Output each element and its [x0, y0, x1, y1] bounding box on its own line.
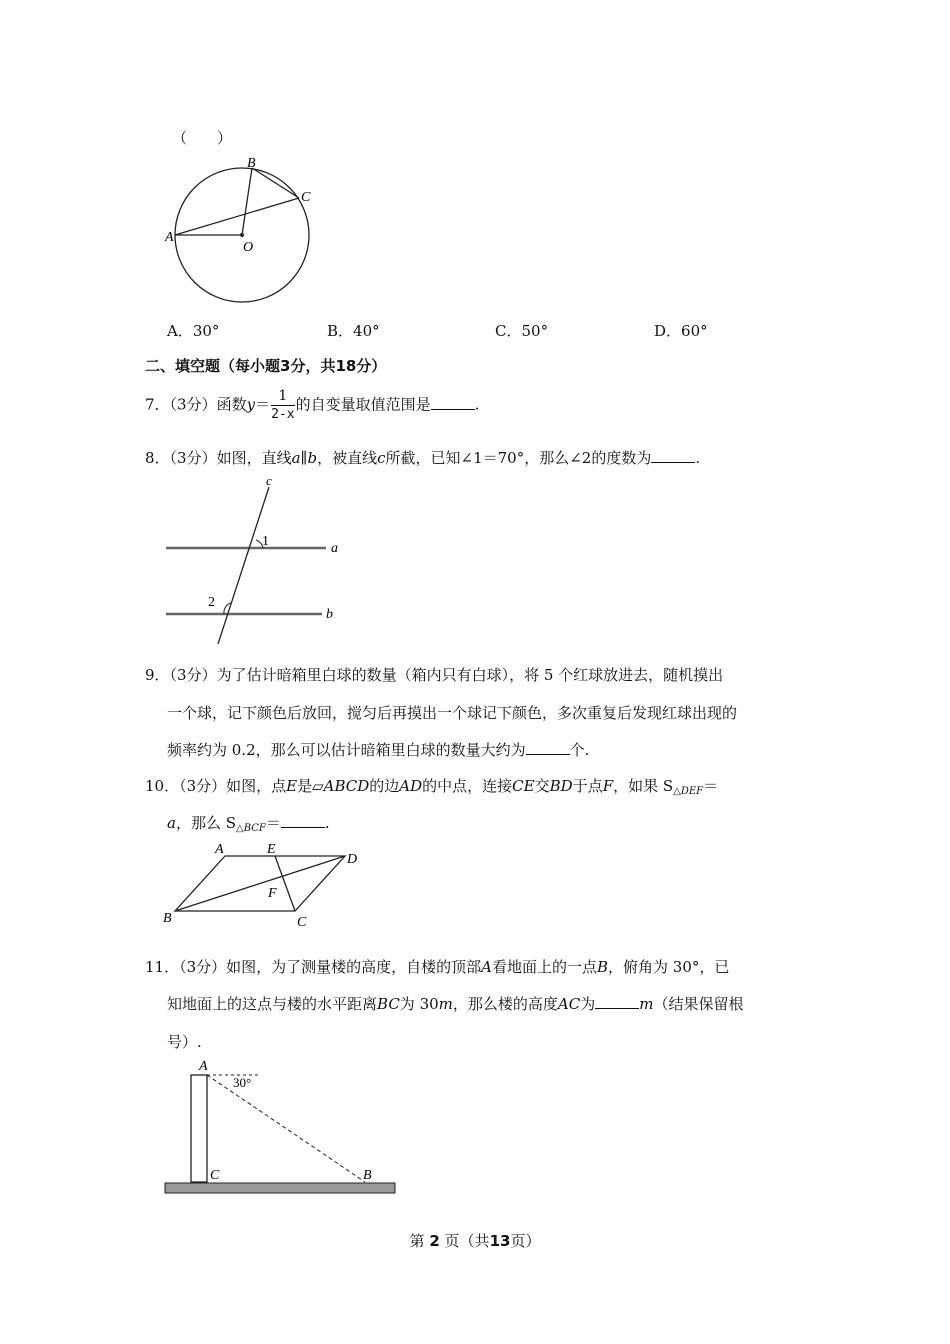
- q11-line-3: 号）.: [167, 1033, 202, 1051]
- q6-option-c: C．50°: [495, 322, 549, 340]
- q11-text-b: 看地面上的一点: [491, 958, 597, 976]
- q10-var-ce: CE: [512, 777, 535, 795]
- footer-post: 页）: [510, 1232, 541, 1250]
- q6-option-d: D．60°: [654, 322, 708, 340]
- q7-numerator: 1: [271, 388, 294, 406]
- q10-var-ad: AD: [399, 777, 423, 795]
- label-c: C: [301, 190, 311, 205]
- q11-line-2: [167, 993, 743, 1014]
- label-a: a: [331, 541, 338, 556]
- q10-var-e: E: [286, 777, 298, 795]
- q10-text-c: 的边: [369, 777, 400, 795]
- label-c: c: [266, 473, 272, 488]
- q8-var-c: c: [377, 449, 386, 467]
- q11-text-a: 11．（3分）如图，为了测量楼的高度，自楼的顶部: [145, 958, 482, 976]
- q11-text-2b: 为 30: [399, 995, 439, 1013]
- q11-building-figure: [160, 1055, 405, 1200]
- q8-parallel-lines-figure: [160, 472, 350, 650]
- q11-line-1: [145, 956, 729, 977]
- q11-var-b: B: [597, 958, 609, 976]
- q11-var-ac: AC: [557, 995, 581, 1013]
- label-a: A: [165, 230, 174, 245]
- q7-suffix: 的自变量取值范围是: [295, 395, 431, 414]
- q8-parallel: ∥: [300, 449, 308, 467]
- q7-y: y: [246, 395, 256, 414]
- q7-answer-blank[interactable]: [431, 395, 475, 410]
- q10-text-d: 的中点，连接: [422, 777, 513, 795]
- q10-text-f: 于点: [572, 777, 603, 795]
- label-a: A: [199, 1059, 208, 1074]
- q8-var-a: a: [291, 449, 301, 467]
- q11-var-bc: BC: [377, 995, 400, 1013]
- q10-line-1: [145, 775, 718, 797]
- q11-var-a: A: [481, 958, 492, 976]
- q8-end: .: [695, 449, 701, 467]
- segment-bc: [252, 168, 299, 198]
- q8-answer-blank[interactable]: [651, 448, 695, 463]
- section-title: 二、填空题（每小题3分，共18分）: [145, 357, 387, 375]
- q10-var-abcd: ABCD: [323, 777, 370, 795]
- q8-text-b: ，被直线: [317, 449, 378, 467]
- q11-text-2e: （结果保留根: [653, 995, 744, 1013]
- label-b: B: [163, 911, 172, 926]
- q11-text-c: ，俯角为 30°，已: [608, 958, 730, 976]
- q6-circle-figure: [160, 150, 330, 310]
- q10-var-bd: BD: [549, 777, 573, 795]
- label-angle: 30°: [233, 1075, 252, 1090]
- label-angle-1: 1: [262, 534, 269, 549]
- q9-line-2: 一个球，记下颜色后放回，搅匀后再摸出一个球记下颜色，多次重复后发现红球出现的: [167, 704, 738, 722]
- q7-denominator: 2-x: [271, 407, 295, 422]
- q8-text: [145, 447, 700, 468]
- label-d: D: [347, 852, 358, 867]
- label-c: C: [210, 1168, 220, 1183]
- label-f: F: [268, 886, 277, 901]
- q10-var-a: a: [167, 814, 176, 832]
- q11-unit-m2: m: [639, 995, 654, 1013]
- q10-text-e: 交: [534, 777, 550, 795]
- q11-unit-m1: m: [438, 995, 453, 1013]
- segment-ac: [175, 198, 299, 235]
- q6-answer-paren: （ ）: [172, 129, 233, 147]
- page-footer: [0, 1230, 950, 1251]
- q7-end: .: [474, 395, 480, 414]
- footer-pre: 第: [409, 1232, 425, 1250]
- q11-answer-blank[interactable]: [595, 994, 639, 1009]
- q11-text-2c: ，那么楼的高度: [452, 995, 558, 1013]
- point-o: [240, 233, 244, 237]
- sightline-ab: [207, 1075, 365, 1182]
- label-b: B: [363, 1168, 372, 1183]
- label-b: b: [326, 607, 333, 622]
- q6-option-b: B．40°: [327, 322, 380, 340]
- q10-text-g: ，如果 S: [613, 777, 674, 795]
- q7-prefix: 7．（3分）函数: [145, 395, 247, 414]
- segment-ce: [275, 856, 295, 911]
- q10-text-a: 10．（3分）如图，点: [145, 777, 287, 795]
- q10-var-f: F: [602, 777, 614, 795]
- label-a: A: [215, 842, 224, 857]
- q10-text-b: 是▱: [297, 777, 324, 795]
- q10-answer-blank[interactable]: [281, 813, 325, 828]
- segment-bo: [242, 168, 252, 235]
- footer-mid: 页（共: [444, 1232, 490, 1250]
- label-b: B: [247, 156, 256, 171]
- q10-sub-def: △DEF: [673, 786, 704, 797]
- footer-total-pages: 13: [489, 1232, 511, 1250]
- label-e: E: [267, 842, 276, 857]
- q10-text-2b: ＝: [265, 814, 281, 832]
- q8-text-c: 所截，已知∠1＝70°，那么∠2的度数为: [385, 449, 652, 467]
- q9-line-3b: 个.: [569, 741, 590, 759]
- q11-text-2a: 知地面上的这点与楼的水平距离: [167, 995, 378, 1013]
- q10-sub-bcf: △BCF: [236, 823, 266, 834]
- footer-page-number: 2: [429, 1232, 440, 1250]
- q11-text-2d: 为: [580, 995, 596, 1013]
- q8-text-a: 8．（3分）如图，直线: [145, 449, 292, 467]
- label-o: O: [243, 240, 254, 255]
- line-c: [218, 487, 269, 644]
- q7-eq: ＝: [255, 395, 271, 414]
- q10-end: .: [324, 814, 330, 832]
- q10-text-h: ＝: [703, 777, 719, 795]
- building: [191, 1075, 207, 1182]
- q10-parallelogram-figure: [160, 840, 370, 930]
- q8-var-b: b: [307, 449, 318, 467]
- q6-option-a: A．30°: [167, 322, 220, 340]
- label-angle-2: 2: [208, 595, 215, 610]
- q9-line-1: 9．（3分）为了估计暗箱里白球的数量（箱内只有白球），将 5 个红球放进去，随机摸出: [145, 666, 724, 684]
- label-c: C: [297, 915, 307, 930]
- q9-line-3: [167, 739, 589, 760]
- q7-text: [145, 388, 479, 423]
- q9-answer-blank[interactable]: [526, 740, 570, 755]
- q10-text-2a: ，那么 S: [175, 814, 236, 832]
- q7-fraction: [271, 388, 294, 423]
- q10-line-2: [167, 812, 330, 834]
- ground: [165, 1183, 395, 1193]
- q9-line-3a: 频率约为 0.2，那么可以估计暗箱里白球的数量大约为: [167, 741, 526, 759]
